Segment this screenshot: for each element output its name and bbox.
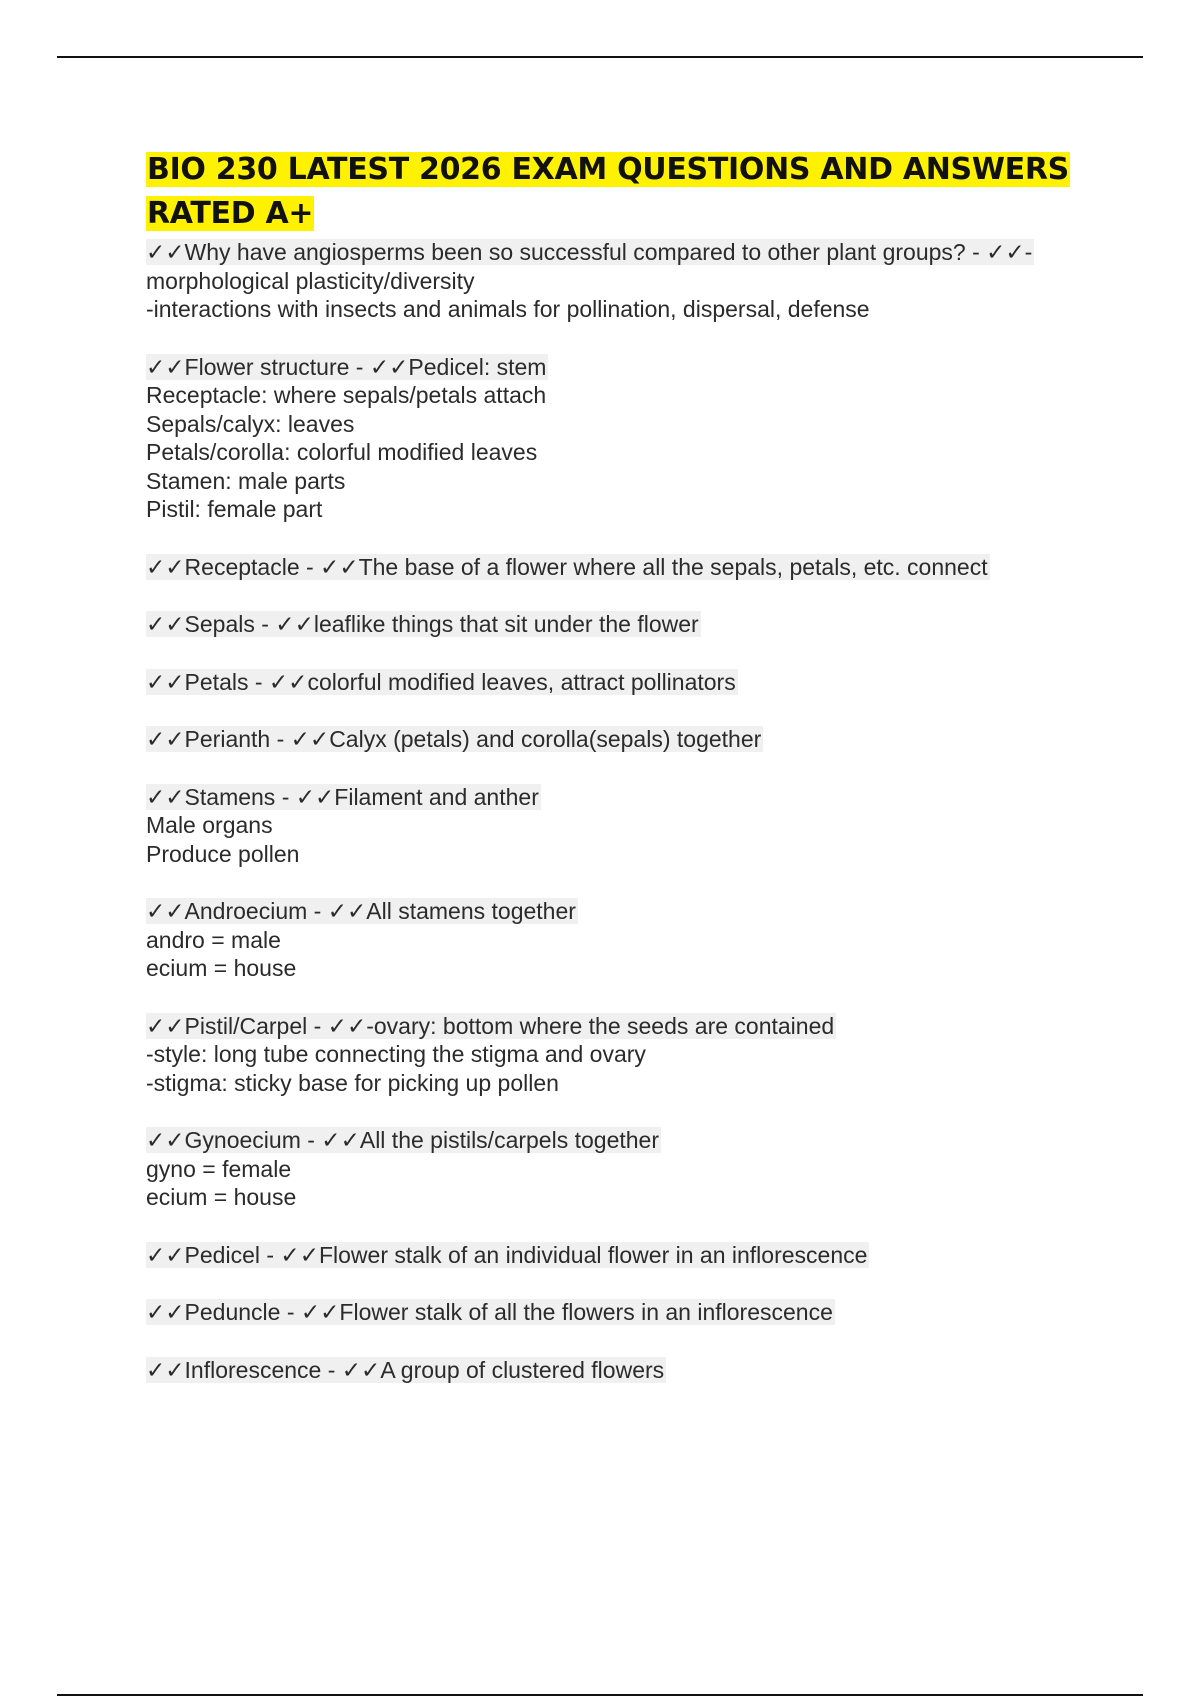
bottom-rule xyxy=(57,1694,1143,1696)
qa-entry xyxy=(146,353,1106,524)
qa-entry-answer-line xyxy=(146,811,1106,840)
document-title-text: BIO 230 LATEST 2026 EXAM QUESTIONS AND ANSWERS RATED A+ xyxy=(147,152,1069,231)
qa-entry xyxy=(146,1012,1106,1098)
qa-entry-question-line xyxy=(146,1126,1106,1155)
qa-entry-text: ✓✓Receptacle - ✓✓The base of a flower where all the sepals, petals, etc. connect xyxy=(146,553,988,580)
qa-entry-text: -interactions with insects and animals for pollination, dispersal, defense xyxy=(146,296,870,322)
qa-entry-answer-line xyxy=(146,1155,1106,1184)
top-rule xyxy=(57,56,1143,58)
qa-entry-question-line xyxy=(146,725,1106,754)
qa-entry-text: ✓✓Peduncle - ✓✓Flower stalk of all the flowers in an inflorescence xyxy=(146,1299,833,1325)
qa-entry xyxy=(146,1298,1106,1327)
qa-entry-answer-line xyxy=(146,410,1106,439)
qa-entry-answer-line xyxy=(146,840,1106,869)
qa-entry-text: Pistil: female part xyxy=(146,496,323,522)
qa-entry-answer-line xyxy=(146,926,1106,955)
qa-entry-text: ✓✓Sepals - ✓✓leaflike things that sit under the flower xyxy=(146,611,699,637)
qa-entry-text: ✓✓Gynoecium - ✓✓All the pistils/carpels together xyxy=(146,1127,659,1153)
qa-entry-text: ecium = house xyxy=(146,955,297,981)
qa-entry-text: andro = male xyxy=(146,926,281,953)
qa-entry-text: Produce pollen xyxy=(146,840,300,867)
qa-entry-text: ✓✓Pistil/Carpel - ✓✓-ovary: bottom where the seeds are contained xyxy=(146,1012,835,1039)
qa-entry-question-line xyxy=(146,610,1106,639)
qa-entry-question-line xyxy=(146,1356,1106,1385)
qa-entry-text: ✓✓Stamens - ✓✓Filament and anther xyxy=(146,783,539,810)
qa-entry-answer-line xyxy=(146,267,1106,296)
qa-entry-text: -style: long tube connecting the stigma and ovary xyxy=(146,1041,646,1067)
qa-entry-text: -stigma: sticky base for picking up pollen xyxy=(146,1069,559,1096)
qa-entry xyxy=(146,897,1106,983)
qa-entry-text: Stamen: male parts xyxy=(146,467,346,494)
qa-entry-question-line xyxy=(146,238,1106,267)
qa-entry-question-line xyxy=(146,897,1106,926)
document-title xyxy=(146,148,1106,236)
qa-entry-answer-line xyxy=(146,381,1106,410)
qa-entry-question-line xyxy=(146,553,1106,582)
qa-entry-question-line xyxy=(146,353,1106,382)
qa-entry-answer-line xyxy=(146,954,1106,983)
qa-entry-answer-line xyxy=(146,295,1106,324)
qa-entry-answer-line xyxy=(146,438,1106,467)
qa-entry xyxy=(146,1126,1106,1212)
qa-entry xyxy=(146,238,1106,324)
qa-entry-question-line xyxy=(146,1012,1106,1041)
qa-entry-question-line xyxy=(146,1241,1106,1270)
qa-entry-question-line xyxy=(146,783,1106,812)
qa-entry-text: Sepals/calyx: leaves xyxy=(146,410,355,437)
qa-entry xyxy=(146,668,1106,697)
qa-entry-answer-line xyxy=(146,467,1106,496)
document-body xyxy=(146,148,1106,1413)
qa-entry-text: Male organs xyxy=(146,812,273,838)
qa-entry-text: ✓✓Inflorescence - ✓✓A group of clustered flowers xyxy=(146,1356,665,1383)
qa-entry-text: ✓✓Pedicel - ✓✓Flower stalk of an individual flower in an inflorescence xyxy=(146,1241,868,1268)
qa-entry-question-line xyxy=(146,1298,1106,1327)
qa-entry xyxy=(146,1241,1106,1270)
qa-entry-text: ✓✓Petals - ✓✓colorful modified leaves, attract pollinators xyxy=(146,668,736,695)
qa-entry xyxy=(146,1356,1106,1385)
qa-entry-text: ✓✓Why have angiosperms been so successful compared to other plant groups? - ✓✓- xyxy=(146,239,1033,265)
qa-entry xyxy=(146,783,1106,869)
qa-entry xyxy=(146,553,1106,582)
qa-entry xyxy=(146,610,1106,639)
qa-entry-answer-line xyxy=(146,1040,1106,1069)
qa-entry-text: ✓✓Flower structure - ✓✓Pedicel: stem xyxy=(146,353,547,380)
qa-entry-question-line xyxy=(146,668,1106,697)
qa-entry-text: ✓✓Androecium - ✓✓All stamens together xyxy=(146,898,576,924)
qa-entry xyxy=(146,725,1106,754)
qa-entry-text: morphological plasticity/diversity xyxy=(146,267,475,294)
qa-entry-text: ecium = house xyxy=(146,1184,297,1210)
qa-entry-text: ✓✓Perianth - ✓✓Calyx (petals) and corolla(sepals) together xyxy=(146,726,762,752)
qa-entry-answer-line xyxy=(146,1183,1106,1212)
qa-list xyxy=(146,238,1106,1384)
qa-entry-text: Receptacle: where sepals/petals attach xyxy=(146,382,547,408)
qa-entry-answer-line xyxy=(146,495,1106,524)
qa-entry-answer-line xyxy=(146,1069,1106,1098)
qa-entry-text: gyno = female xyxy=(146,1155,292,1182)
qa-entry-text: Petals/corolla: colorful modified leaves xyxy=(146,439,538,465)
